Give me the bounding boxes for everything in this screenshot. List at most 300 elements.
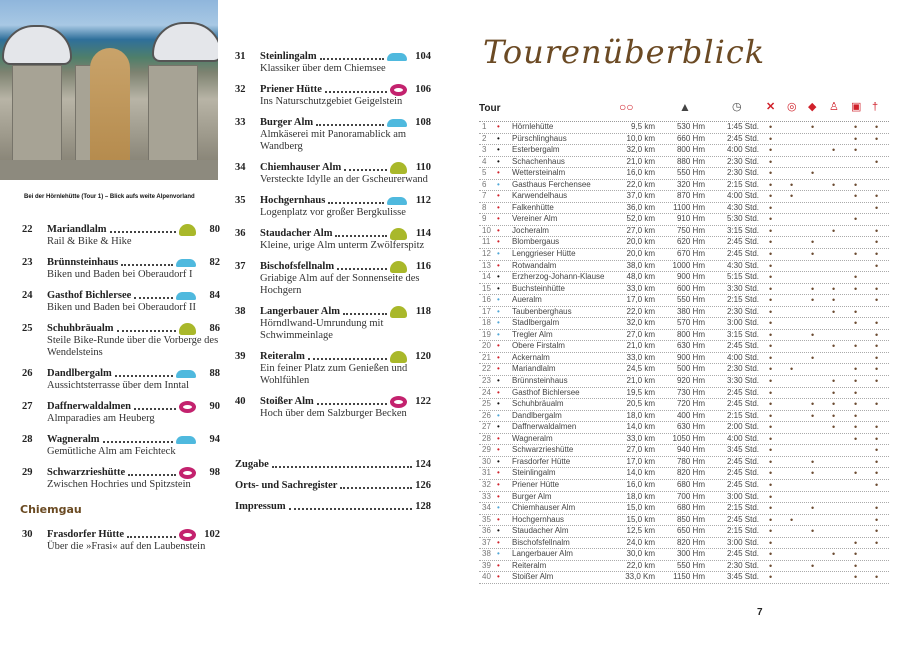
- elevation: 320 Hm: [676, 179, 705, 189]
- region-dot: •: [497, 122, 500, 131]
- elevation: 630 Hm: [676, 341, 705, 351]
- toc-title-row: [47, 467, 196, 479]
- feature-dot: •: [832, 422, 836, 433]
- feature-dot: •: [854, 399, 858, 410]
- table-row: [479, 364, 889, 376]
- feature-dot: •: [769, 514, 773, 525]
- feature-dot: •: [875, 341, 879, 352]
- region-dot: •: [497, 410, 500, 420]
- dot-leader: [289, 508, 413, 510]
- feature-dot: •: [875, 433, 879, 444]
- tour-number: 25: [482, 399, 491, 409]
- feature-dot: •: [875, 249, 879, 260]
- difficulty-blue-icon: [176, 436, 196, 444]
- table-row: [479, 249, 889, 261]
- photo-caption: Bei der Hörnlehütte (Tour 1) – Blick aufs weite Alpenvorland: [24, 194, 195, 200]
- difficulty-blue-icon: [176, 259, 196, 267]
- difficulty-green-icon: [179, 323, 196, 335]
- distance: 33,0 km: [626, 283, 655, 293]
- tour-number: 40: [482, 572, 491, 582]
- dot-leader: [317, 403, 387, 405]
- duration: 3:00 Std.: [726, 491, 759, 501]
- tour-name: Taubenberghaus: [512, 306, 572, 316]
- tour-name: Schachenhaus: [512, 156, 565, 166]
- elevation: 1050 Hm: [672, 433, 705, 443]
- toc-column-mid: [235, 51, 431, 522]
- feature-dot: •: [769, 341, 773, 352]
- tour-number: 30: [22, 529, 33, 540]
- page-ref: 122: [415, 396, 431, 407]
- toc-entry[interactable]: [22, 257, 220, 281]
- feature-dot: •: [854, 318, 858, 329]
- toc-entry[interactable]: [235, 117, 431, 153]
- feature-dot: •: [875, 318, 879, 329]
- duration: 3:30 Std.: [726, 283, 759, 293]
- region-dot: •: [497, 191, 500, 201]
- distance: 15,0 km: [626, 514, 655, 524]
- feature-dot: •: [811, 560, 815, 571]
- region-dot: •: [497, 503, 500, 513]
- tour-number: 22: [482, 364, 491, 374]
- feature-dot: •: [875, 399, 879, 410]
- elevation: 400 Hm: [676, 410, 705, 420]
- tour-name: Blombergaus: [512, 237, 560, 247]
- tour-title: Mariandlalm: [47, 224, 107, 235]
- tour-number: 21: [482, 352, 491, 362]
- toc-title-row: [260, 51, 407, 63]
- toc-entry[interactable]: [22, 434, 220, 458]
- tour-name: Vereiner Alm: [512, 214, 558, 224]
- page-ref: 82: [209, 257, 220, 268]
- tour-number: 3: [482, 145, 487, 155]
- tour-name: Schwarzrieshütte: [512, 445, 574, 455]
- tour-name: Hörnlehütte: [512, 122, 554, 131]
- feature-dot: •: [875, 537, 879, 548]
- feature-dot: •: [875, 237, 879, 248]
- duration: 2:45 Std.: [726, 468, 759, 478]
- page-ref: 108: [415, 117, 431, 128]
- distance: 15,0 km: [626, 503, 655, 513]
- tour-name: Jocheralm: [512, 225, 549, 235]
- tour-number: 7: [482, 191, 487, 201]
- toc-title-row: [47, 257, 196, 269]
- feature-dot: •: [769, 352, 773, 363]
- child-braid: [90, 48, 130, 168]
- tour-number: 30: [482, 456, 491, 466]
- tour-name: Langerbauer Alm: [512, 549, 573, 559]
- page-ref: 110: [415, 162, 431, 173]
- duration: 4:00 Std.: [726, 191, 759, 201]
- table-row: [479, 307, 889, 319]
- feature-dot: •: [811, 329, 815, 340]
- toc-title-row: [260, 195, 407, 207]
- tour-subtitle: Gemütliche Alm am Feichteck: [47, 446, 176, 457]
- tour-name: Stadlbergalm: [512, 318, 560, 328]
- toc-entry[interactable]: [22, 323, 220, 359]
- tour-name: Karwendelhaus: [512, 191, 568, 201]
- mountain-icon: ▲: [679, 100, 691, 114]
- elevation: 300 Hm: [676, 549, 705, 559]
- toc-entry[interactable]: [22, 290, 220, 314]
- feature-dot: •: [875, 364, 879, 375]
- feature-dot: •: [811, 410, 815, 421]
- region-dot: •: [497, 272, 500, 282]
- table-row: [479, 480, 889, 492]
- cover-photo: [0, 0, 218, 180]
- duration: 2:30 Std.: [726, 560, 759, 570]
- tour-subtitle: Griabige Alm auf der Sonnenseite des Hochgern: [260, 273, 420, 296]
- feature-dot: •: [854, 179, 858, 190]
- difficulty-blue-icon: [176, 292, 196, 300]
- duration: 2:15 Std.: [726, 179, 759, 189]
- elevation: 910 Hm: [676, 214, 705, 224]
- tour-subtitle: Klassiker über dem Chiemsee: [260, 63, 386, 74]
- table-row: [479, 168, 889, 180]
- region-dot: •: [497, 352, 500, 362]
- tour-title: Bischofsfellnalm: [260, 261, 335, 272]
- elevation: 550 Hm: [676, 560, 705, 570]
- region-dot: •: [497, 260, 500, 270]
- feature-dot: •: [769, 410, 773, 421]
- toc-title-row: [47, 529, 196, 541]
- region-dot: •: [497, 491, 500, 501]
- toc-entry[interactable]: [22, 224, 220, 248]
- dot-leader: [316, 124, 384, 126]
- feature-dot: •: [769, 329, 773, 340]
- feature-dot: •: [832, 376, 836, 387]
- tour-number: 22: [22, 224, 33, 235]
- feature-dot: •: [769, 456, 773, 467]
- tour-number: 17: [482, 306, 491, 316]
- table-row: [479, 399, 889, 411]
- tour-number: 28: [22, 434, 33, 445]
- toc-title-row: [47, 224, 196, 236]
- feature-dot: •: [769, 145, 773, 156]
- feature-dot: •: [875, 260, 879, 271]
- duration: 2:30 Std.: [726, 156, 759, 166]
- duration: 5:15 Std.: [726, 272, 759, 282]
- feature-dot: •: [854, 387, 858, 398]
- tour-title: Reiteralm: [260, 351, 305, 362]
- elevation: 700 Hm: [676, 491, 705, 501]
- feature-dot: •: [769, 191, 773, 202]
- tour-number: 2: [482, 133, 487, 143]
- toc-entry[interactable]: [22, 368, 220, 392]
- toc-entry[interactable]: [22, 401, 220, 425]
- difficulty-pink-icon: [179, 529, 196, 541]
- toc-title-row: [260, 396, 407, 408]
- feature-dot: •: [875, 456, 879, 467]
- region-dot: •: [497, 214, 500, 224]
- difficulty-green-icon: [179, 224, 196, 236]
- region-dot: •: [497, 133, 500, 143]
- region-dot: •: [497, 422, 500, 432]
- feature-dot: •: [769, 122, 773, 132]
- table-row: [479, 422, 889, 434]
- tour-name: Buchsteinhütte: [512, 283, 565, 293]
- tour-subtitle: Kleine, urige Alm unterm Zwölferspitz: [260, 240, 425, 251]
- feature-dot: •: [875, 156, 879, 167]
- feature-dot: •: [769, 479, 773, 490]
- feature-dot: •: [854, 410, 858, 421]
- tour-name: Frasdorfer Hütte: [512, 456, 571, 466]
- dot-leader: [328, 202, 384, 204]
- table-row: [479, 341, 889, 353]
- distance: 48,0 km: [626, 272, 655, 282]
- fence-plank: [12, 65, 62, 165]
- page-ref: 112: [415, 195, 431, 206]
- tour-subtitle: Über die »Frasi« auf den Laubenstein: [47, 541, 206, 552]
- page-ref: 118: [415, 306, 431, 317]
- feature-dot: •: [769, 445, 773, 456]
- toc-entry[interactable]: [235, 51, 431, 75]
- bag-icon: ▣: [851, 101, 862, 113]
- elevation: 630 Hm: [676, 422, 705, 432]
- toc-misc-entry[interactable]: [235, 459, 431, 471]
- table-row: [479, 295, 889, 307]
- distance: 21,0 km: [626, 376, 655, 386]
- tour-number: 29: [22, 467, 33, 478]
- tour-number: 38: [482, 549, 491, 559]
- duration: 3:00 Std.: [726, 318, 759, 328]
- region-dot: •: [497, 156, 500, 166]
- toc-entry[interactable]: [235, 84, 431, 108]
- page-ref: 94: [209, 434, 220, 445]
- region-dot: •: [497, 445, 500, 455]
- dot-leader: [117, 330, 176, 332]
- distance: 20,5 km: [626, 399, 655, 409]
- feature-dot: •: [832, 549, 836, 560]
- feature-dot: •: [854, 422, 858, 433]
- feature-dot: •: [769, 387, 773, 398]
- dot-leader: [340, 487, 412, 489]
- feature-dot: •: [832, 145, 836, 156]
- distance: 27,0 km: [626, 225, 655, 235]
- feature-dot: •: [832, 283, 836, 294]
- duration: 2:45 Std.: [726, 133, 759, 143]
- duration: 4:30 Std.: [726, 260, 759, 270]
- feature-dot: •: [875, 352, 879, 363]
- difficulty-blue-icon: [387, 53, 407, 61]
- distance: 27,0 km: [626, 329, 655, 339]
- page-ref: 86: [209, 323, 220, 334]
- feature-dot: •: [811, 468, 815, 479]
- page-ref: 114: [415, 228, 431, 239]
- duration: 3:30 Std.: [726, 376, 759, 386]
- toc-entry[interactable]: [22, 467, 220, 491]
- tour-name: Brünnsteinhaus: [512, 376, 568, 386]
- table-row: [479, 203, 889, 215]
- feature-dot: •: [875, 526, 879, 537]
- distance: 33,0 km: [626, 433, 655, 443]
- distance: 17,0 km: [626, 456, 655, 466]
- duration: 3:15 Std.: [726, 225, 759, 235]
- elevation: 940 Hm: [676, 445, 705, 455]
- region-dot: •: [497, 145, 500, 155]
- table-row: [479, 318, 889, 330]
- tour-number: 15: [482, 283, 491, 293]
- toc-column-left: [22, 224, 220, 562]
- tour-number: 23: [482, 376, 491, 386]
- toc-misc-entry[interactable]: [235, 501, 431, 513]
- elevation: 820 Hm: [676, 468, 705, 478]
- table-row: [479, 180, 889, 192]
- distance: 36,0 km: [626, 202, 655, 212]
- toc-title-row: [260, 306, 407, 318]
- tour-number: 35: [482, 514, 491, 524]
- elevation: 530 Hm: [676, 122, 705, 131]
- feature-dot: •: [854, 191, 858, 202]
- tour-title: Priener Hütte: [260, 84, 322, 95]
- feature-dot: •: [769, 503, 773, 514]
- tour-number: 18: [482, 318, 491, 328]
- feature-dot: •: [875, 191, 879, 202]
- person-icon: ♙: [829, 101, 839, 113]
- tour-number: 29: [482, 445, 491, 455]
- elevation: 680 Hm: [676, 503, 705, 513]
- tour-subtitle: Biken und Baden bei Oberaudorf II: [47, 302, 196, 313]
- feature-dot: •: [875, 283, 879, 294]
- duration: 4:30 Std.: [726, 202, 759, 212]
- feature-dot: •: [769, 537, 773, 548]
- tour-name: Obere Firstalm: [512, 341, 565, 351]
- distance: 32,0 km: [626, 318, 655, 328]
- distance: 14,0 km: [626, 422, 655, 432]
- feature-dot: •: [769, 249, 773, 260]
- tour-number: 26: [482, 410, 491, 420]
- tour-number: 20: [482, 341, 491, 351]
- page-ref: 104: [415, 51, 431, 62]
- toc-entry[interactable]: [235, 228, 431, 252]
- toc-misc-entry[interactable]: [235, 480, 431, 492]
- elevation: 870 Hm: [676, 191, 705, 201]
- tour-subtitle: Steile Bike-Runde über die Vorberge des Wendelsteins: [47, 335, 219, 358]
- tour-name: Tregler Alm: [512, 329, 553, 339]
- tour-number: 33: [482, 491, 491, 501]
- distance: 24,5 km: [626, 364, 655, 374]
- toc-entry[interactable]: [235, 162, 431, 186]
- section-heading: Chiemgau: [20, 503, 82, 516]
- feature-dot: •: [832, 306, 836, 317]
- tour-number: 39: [482, 560, 491, 570]
- region-dot: •: [497, 168, 500, 178]
- tour-subtitle: Biken und Baden bei Oberaudorf I: [47, 269, 193, 280]
- tour-name: Priener Hütte: [512, 479, 560, 489]
- difficulty-pink-icon: [390, 84, 407, 96]
- duration: 2:30 Std.: [726, 364, 759, 374]
- tour-number: 37: [235, 261, 246, 272]
- feature-dot: •: [769, 295, 773, 306]
- toc-entry[interactable]: [235, 261, 431, 297]
- tour-number: 34: [235, 162, 246, 173]
- feature-dot: •: [854, 560, 858, 571]
- dot-leader: [103, 441, 174, 443]
- duration: 4:00 Std.: [726, 433, 759, 443]
- feature-dot: •: [854, 341, 858, 352]
- tour-title: Hochgernhaus: [260, 195, 326, 206]
- tour-header: Tour: [479, 103, 501, 114]
- toc-entry[interactable]: [235, 306, 431, 342]
- region-dot: •: [497, 225, 500, 235]
- feature-dot: •: [811, 249, 815, 260]
- toc-title-row: [260, 84, 407, 96]
- table-row: [479, 561, 889, 573]
- difficulty-pink-icon: [179, 401, 196, 413]
- region-dot: •: [497, 202, 500, 212]
- feature-dot: •: [854, 122, 858, 132]
- feature-dot: •: [875, 202, 879, 213]
- bike-icon: ○○: [619, 100, 634, 114]
- cutlery-icon: ✕: [766, 101, 776, 113]
- tour-number: 38: [235, 306, 246, 317]
- elevation: 1150 Hm: [673, 572, 705, 582]
- feature-dot: •: [854, 214, 858, 225]
- feature-dot: •: [769, 168, 773, 179]
- elevation: 850 Hm: [676, 514, 705, 524]
- elevation: 680 Hm: [676, 479, 705, 489]
- toc-entry[interactable]: [22, 529, 220, 553]
- dot-leader: [127, 536, 176, 538]
- feature-dot: •: [875, 329, 879, 340]
- dot-leader: [320, 58, 384, 60]
- dot-leader: [110, 231, 177, 233]
- distance: 21,0 km: [626, 156, 655, 166]
- table-row: [479, 134, 889, 146]
- feature-dot: •: [811, 456, 815, 467]
- duration: 2:45 Std.: [726, 341, 759, 351]
- tour-number: 34: [482, 503, 491, 513]
- elevation: 900 Hm: [676, 352, 705, 362]
- table-row: [479, 191, 889, 203]
- tour-title: Wagneralm: [47, 434, 100, 445]
- toc-title-row: [47, 290, 196, 302]
- tour-number: 24: [482, 387, 491, 397]
- feature-dot: •: [769, 214, 773, 225]
- tour-number: 37: [482, 537, 491, 547]
- region-dot: •: [497, 237, 500, 247]
- feature-dot: •: [875, 479, 879, 490]
- toc-title-row: [47, 401, 196, 413]
- tour-name: Aueralm: [512, 295, 542, 305]
- region-dot: •: [497, 468, 500, 478]
- table-row: [479, 376, 889, 388]
- feature-dot: •: [854, 364, 858, 375]
- feature-dot: •: [832, 410, 836, 421]
- toc-entry[interactable]: [235, 351, 431, 387]
- toc-entry[interactable]: [235, 396, 431, 420]
- feature-dot: •: [832, 179, 836, 190]
- difficulty-green-icon: [390, 351, 407, 363]
- table-row: [479, 503, 889, 515]
- duration: 3:00 Std.: [726, 537, 759, 547]
- table-row: [479, 468, 889, 480]
- elevation: 780 Hm: [676, 456, 705, 466]
- tour-name: Reiteralm: [512, 560, 547, 570]
- distance: 12,5 km: [626, 526, 655, 536]
- duration: 3:45 Std.: [726, 445, 759, 455]
- elevation: 550 Hm: [676, 168, 705, 178]
- feature-dot: •: [854, 376, 858, 387]
- difficulty-green-icon: [390, 306, 407, 318]
- distance: 18,0 km: [626, 410, 655, 420]
- elevation: 720 Hm: [676, 399, 705, 409]
- dot-leader: [343, 313, 387, 315]
- table-header: [479, 100, 889, 122]
- toc-entry[interactable]: [235, 195, 431, 219]
- region-dot: •: [497, 283, 500, 293]
- feature-dot: •: [875, 422, 879, 433]
- tour-name: Esterbergalm: [512, 145, 560, 155]
